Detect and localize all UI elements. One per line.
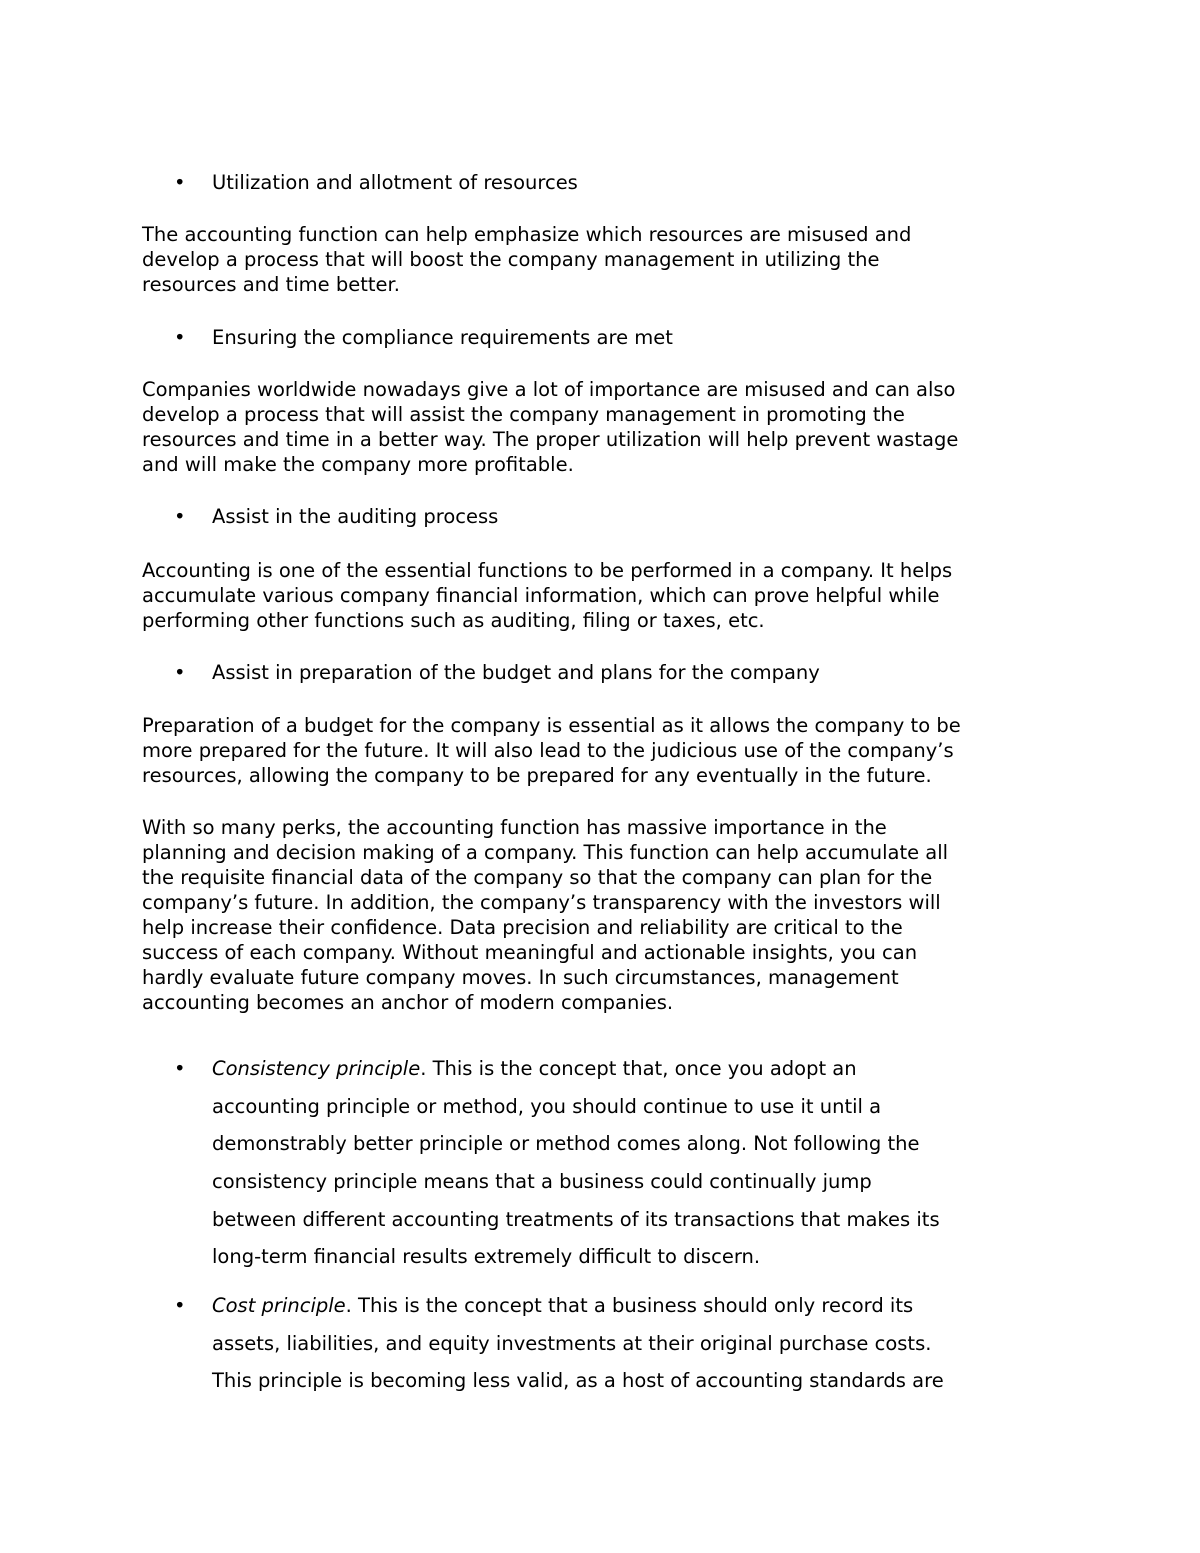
paragraph-line: hardly evaluate future company moves. In such circumstances, management	[142, 966, 899, 989]
principle-line: This principle is becoming less valid, as a host of accounting standards are	[212, 1369, 944, 1393]
principle-line: between different accounting treatments of its transactions that makes its	[212, 1207, 940, 1231]
bullet-dot: •	[174, 1294, 186, 1317]
bullet-dot: •	[174, 1057, 186, 1080]
bullet-text: Utilization and allotment of resources	[212, 171, 578, 194]
paragraph-line: performing other functions such as auditing, filing or taxes, etc.	[142, 609, 765, 632]
paragraph-line: more prepared for the future. It will also lead to the judicious use of the company’s	[142, 739, 954, 762]
paragraph-line: company’s future. In addition, the company’s transparency with the investors will	[142, 891, 941, 914]
bullet-text: Assist in the auditing process	[212, 505, 499, 528]
principle-term: Consistency principle	[212, 1057, 421, 1080]
principle-line: consistency principle means that a business could continually jump	[212, 1170, 872, 1194]
paragraph-perks	[142, 815, 1062, 1015]
paragraph-accounting-function	[142, 222, 1062, 297]
principle-line: long-term financial results extremely difficult to discern.	[212, 1245, 761, 1269]
principle-text	[212, 1050, 1072, 1276]
principle-text	[212, 1287, 1072, 1400]
paragraph-accounting-essential	[142, 558, 1062, 633]
paragraph-line: success of each company. Without meaningful and actionable insights, you can	[142, 941, 918, 964]
principle-first-line: . This is the concept that, once you adopt an	[420, 1057, 857, 1080]
paragraph-line: accounting becomes an anchor of modern companies.	[142, 991, 674, 1014]
paragraph-budget-preparation	[142, 713, 1062, 788]
paragraph-line: accumulate various company financial information, which can prove helpful while	[142, 584, 940, 607]
principle-line: demonstrably better principle or method comes along. Not following the	[212, 1132, 920, 1156]
bullet-dot: •	[174, 505, 186, 528]
bullet-text: Ensuring the compliance requirements are met	[212, 326, 673, 349]
paragraph-line: and will make the company more profitable.	[142, 453, 574, 476]
paragraph-line: resources and time better.	[142, 273, 400, 296]
bullet-text: Assist in preparation of the budget and plans for the company	[212, 661, 820, 684]
paragraph-line: planning and decision making of a company. This function can help accumulate all	[142, 841, 949, 864]
principle-line: assets, liabilities, and equity investments at their original purchase costs.	[212, 1331, 932, 1355]
paragraph-line: With so many perks, the accounting function has massive importance in the	[142, 816, 887, 839]
paragraph-line: develop a process that will assist the company management in promoting the	[142, 403, 905, 426]
paragraph-line: Companies worldwide nowadays give a lot of importance are misused and can also	[142, 378, 956, 401]
bullet-dot: •	[174, 326, 186, 349]
paragraph-line: Preparation of a budget for the company is essential as it allows the company to be	[142, 714, 961, 737]
bullet-dot: •	[174, 171, 186, 194]
paragraph-companies-worldwide	[142, 377, 1062, 477]
principle-line: accounting principle or method, you should continue to use it until a	[212, 1094, 882, 1118]
paragraph-line: help increase their confidence. Data precision and reliability are critical to the	[142, 916, 903, 939]
paragraph-line: resources, allowing the company to be prepared for any eventually in the future.	[142, 764, 932, 787]
bullet-dot: •	[174, 661, 186, 684]
paragraph-line: resources and time in a better way. The proper utilization will help prevent wastage	[142, 428, 959, 451]
paragraph-line: develop a process that will boost the company management in utilizing the	[142, 248, 880, 271]
paragraph-line: Accounting is one of the essential functions to be performed in a company. It helps	[142, 559, 953, 582]
principle-first-line: . This is the concept that a business should only record its	[345, 1294, 914, 1317]
principle-term: Cost principle	[212, 1294, 346, 1317]
paragraph-line: the requisite financial data of the company so that the company can plan for the	[142, 866, 933, 889]
paragraph-line: The accounting function can help emphasize which resources are misused and	[142, 223, 912, 246]
